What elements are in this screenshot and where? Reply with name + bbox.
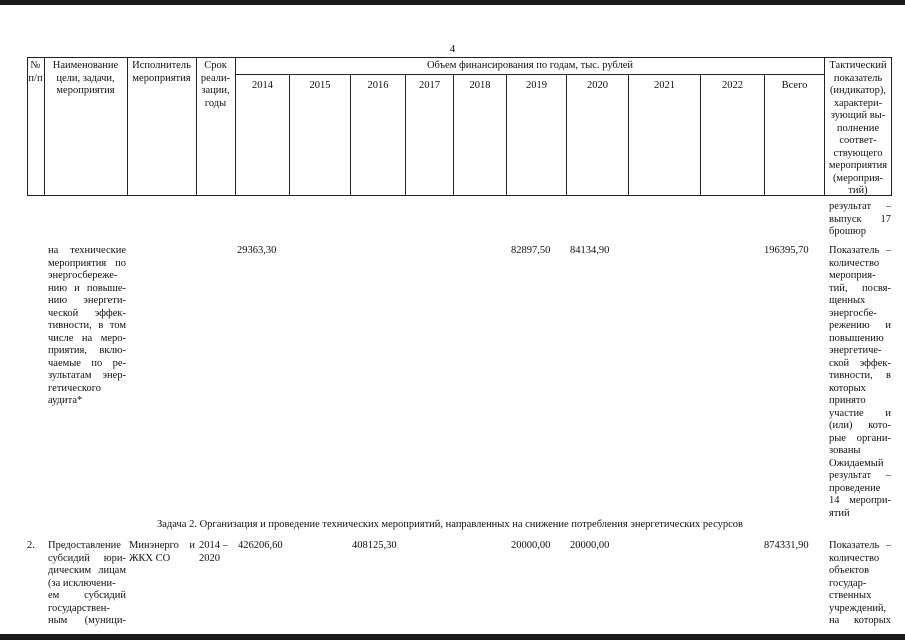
- continuation-line: брошюр: [829, 226, 867, 237]
- header-year-2020: 2020: [587, 80, 608, 91]
- row1-indicator-line: которых: [829, 382, 866, 394]
- row1-indicator-line: Показатель –: [829, 245, 891, 256]
- row1-indicator-line: количество: [829, 257, 880, 269]
- row1-indicator-line: тивности, в: [829, 370, 891, 381]
- top-border: [0, 0, 905, 5]
- row2-indicator-line: ственных: [829, 590, 872, 601]
- row1-name-line: аудита*: [48, 395, 83, 406]
- row1-indicator-line: ятий: [829, 507, 850, 519]
- row1-name-line: приятия, вклю-: [48, 345, 126, 356]
- row2-value-2019: 20000,00: [511, 540, 551, 551]
- row1-indicator-line: энергосбе-: [829, 307, 877, 319]
- row1-name-line: числе на меро-: [48, 332, 126, 344]
- row2-value-total: 874331,90: [764, 540, 809, 551]
- row2-executor: [129, 540, 195, 565]
- task2-heading: Задача 2. Организация и проведение технических мероприятий, направленных на снижение потребления энергетических ресурсов: [157, 519, 743, 530]
- header-year-2014: 2014: [252, 80, 273, 91]
- row1-indicator-line: тий, посвя-: [829, 282, 891, 294]
- header-indicator: Тактический показатель (индикатор), характери- зующий вы- полнение соответ- ствующего мероприятия (мероприя- тий): [828, 60, 888, 196]
- row1-value-2019: 82897,50: [511, 245, 551, 256]
- row1-name-line: нию энергети-: [48, 295, 126, 306]
- row2-num: 2.: [27, 540, 35, 551]
- header-executor: Исполнитель мероприятия: [132, 60, 191, 84]
- header-num: № п/п: [28, 60, 43, 84]
- row2-term-line: 2014 –: [199, 540, 228, 551]
- row2-name-line: Предоставление: [48, 540, 121, 551]
- row2-name-line: ем субсидий: [48, 590, 126, 601]
- continuation-line: результат –: [829, 201, 891, 212]
- row2-value-2014: 426206,60: [238, 540, 283, 551]
- row1-indicator-line: ской эффек-: [829, 357, 891, 369]
- row1-value-2014: 29363,30: [237, 245, 277, 256]
- row1-indicator-line: рые органи-: [829, 432, 891, 444]
- header-name: Наименование цели, задачи, мероприятия: [52, 60, 119, 96]
- row1-indicator-line: энергетиче-: [829, 345, 882, 356]
- header-year-2016: 2016: [367, 80, 389, 91]
- row2-executor-line: Минэнерго и: [129, 540, 195, 551]
- header-total: Всего: [781, 80, 808, 91]
- row1-indicator-line: принято: [829, 395, 866, 406]
- row1-name-line: тивности, в том: [48, 320, 126, 331]
- row1-indicator-line: мероприя-: [829, 270, 876, 281]
- row2-indicator-line: учреждений,: [829, 602, 887, 614]
- row1-name-line: гетического: [48, 382, 102, 394]
- row2-name-line: государствен-: [48, 602, 110, 614]
- header-year-2022: 2022: [722, 80, 743, 91]
- header-year-2019: 2019: [526, 80, 547, 91]
- header-year-2021: 2021: [654, 80, 675, 91]
- bottom-border: [0, 634, 905, 640]
- row2-indicator-line: государ-: [829, 577, 867, 589]
- row1-name-line: ческой эффек-: [48, 307, 126, 319]
- row2-indicator: [829, 540, 891, 628]
- row2-name-line: ным (муници-: [48, 615, 126, 626]
- header-term: Срок реали- зации, годы: [200, 60, 231, 109]
- row2-name-line: дическим лицам: [48, 565, 126, 576]
- row1-name-line: чаемые по ре-: [48, 357, 126, 369]
- row1-value-total: 196395,70: [764, 245, 809, 256]
- row2-value-2016: 408125,30: [352, 540, 397, 551]
- continuation-text: [829, 201, 891, 239]
- header-year-2015: 2015: [309, 80, 331, 91]
- row2-term-line: 2020: [199, 552, 220, 564]
- header-year-2017: 2017: [419, 80, 440, 91]
- row1-name-line: энергосбереже-: [48, 270, 118, 281]
- row1-indicator-line: Ожидаемый: [829, 457, 884, 469]
- row1-value-2020: 84134,90: [570, 245, 610, 256]
- row1-indicator-line: 14 меропри-: [829, 495, 891, 506]
- row2-name-line: (за исключени-: [48, 577, 116, 589]
- row1-indicator-line: режению и: [829, 320, 891, 331]
- row1-indicator: [829, 245, 891, 520]
- continuation-line: выпуск 17: [829, 213, 891, 225]
- row2-indicator-line: на которых: [829, 615, 891, 626]
- header-year-2018: 2018: [469, 80, 491, 91]
- row1-name-line: на технические: [48, 245, 126, 256]
- row1-indicator-line: зованы: [829, 445, 861, 456]
- row2-indicator-line: количество: [829, 552, 880, 564]
- row2-name: [48, 540, 126, 628]
- row2-executor-line: ЖКХ СО: [129, 552, 171, 564]
- page-number: 4: [449, 43, 456, 55]
- row1-name-line: мероприятия по: [48, 257, 126, 269]
- row1-name: [48, 245, 126, 408]
- row2-value-2020: 20000,00: [570, 540, 610, 551]
- row2-indicator-line: Показатель –: [829, 540, 891, 551]
- row2-indicator-line: объектов: [829, 565, 870, 576]
- row1-indicator-line: результат –: [829, 470, 891, 481]
- row2-name-line: субсидий юри-: [48, 552, 126, 564]
- header-funding: Объем финансирования по годам, тыс. рублей: [426, 60, 634, 71]
- row1-indicator-line: щенных: [829, 295, 866, 306]
- row1-indicator-line: повышению: [829, 332, 884, 344]
- row2-term: [199, 540, 235, 565]
- row1-indicator-line: участие и: [829, 407, 891, 419]
- row1-name-line: зультатам энер-: [48, 370, 126, 381]
- row1-name-line: нию и повыше-: [48, 282, 126, 294]
- row1-indicator-line: проведение: [829, 482, 881, 494]
- row1-indicator-line: (или) кото-: [829, 420, 891, 431]
